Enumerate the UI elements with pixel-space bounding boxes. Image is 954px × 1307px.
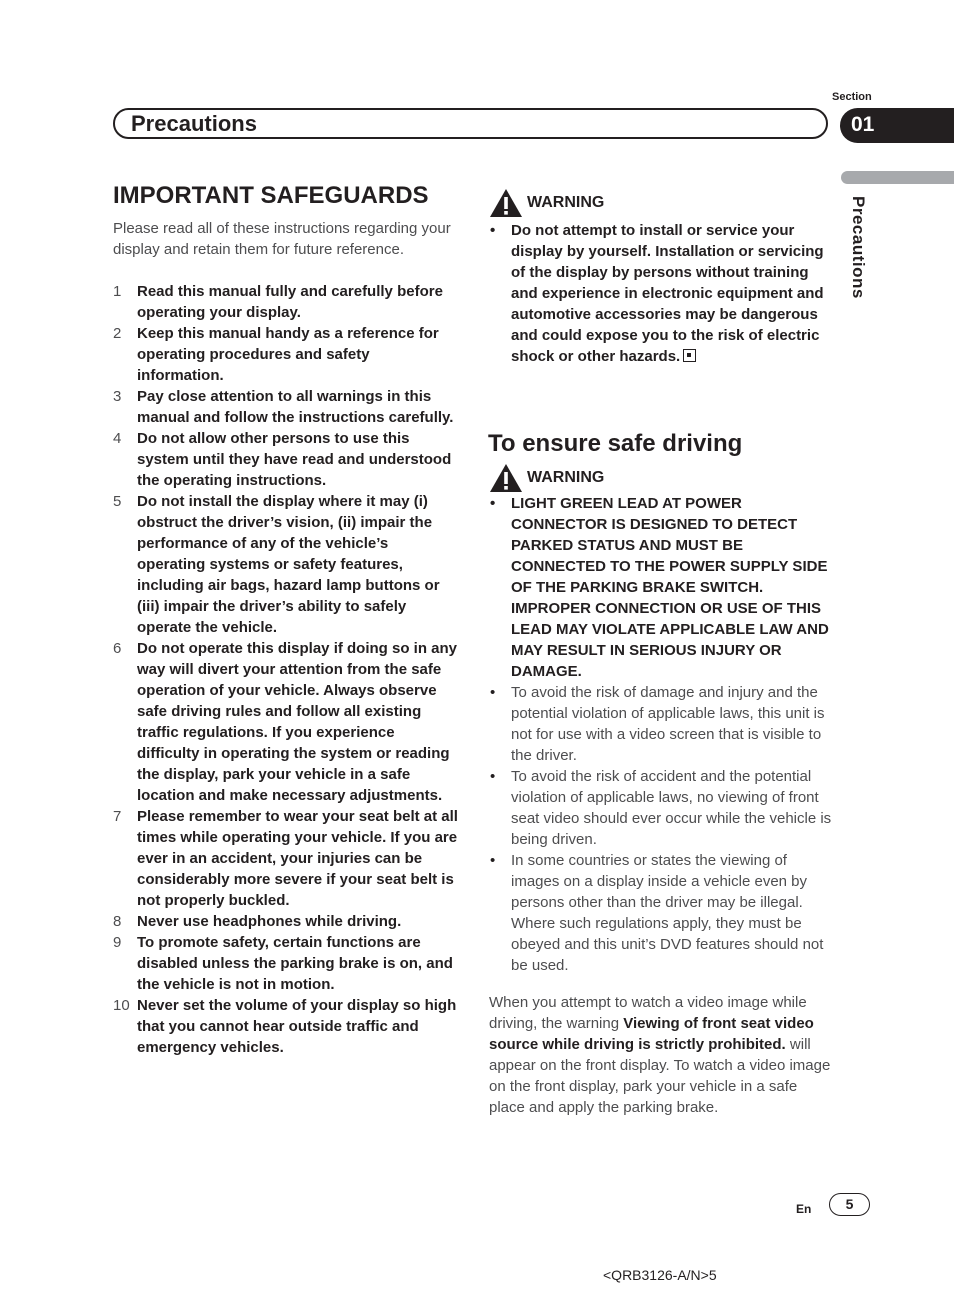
list-item-number: 3: [113, 388, 122, 405]
safety-bullets: [489, 682, 832, 976]
side-tab-bar: [841, 171, 954, 184]
list-item-number: 10: [113, 997, 130, 1014]
language-label: En: [796, 1202, 812, 1216]
warning-triangle-icon: [489, 188, 523, 218]
list-item: [113, 491, 458, 638]
document-code: <QRB3126-A/N>5: [603, 1267, 717, 1283]
list-item-number: 8: [113, 913, 122, 930]
warning-triangle-icon: [489, 463, 523, 493]
warning-header: [489, 188, 832, 218]
list-item: [113, 911, 458, 932]
safeguards-list: [113, 281, 458, 1058]
warning-bullets: [489, 493, 832, 682]
list-item-text: Never set the volume of your display so high that you cannot hear outside traffic and emergency vehicles.: [137, 997, 457, 1056]
list-item: [113, 932, 458, 995]
paragraph-text: will appear on the front display. To watch a video image on the front display, park your vehicle in a safe place and apply the parking brake.: [489, 1036, 831, 1116]
warning-block-driving: [489, 463, 832, 976]
warning-label: WARNING: [527, 194, 605, 211]
list-item-number: 1: [113, 283, 122, 300]
list-item: [113, 995, 458, 1058]
on-screen-warning-text: Viewing of front seat video source while driving is strictly prohibited.: [489, 1015, 814, 1053]
warning-label: WARNING: [527, 469, 605, 486]
list-item-text: Read this manual fully and carefully before operating your display.: [137, 283, 443, 321]
section-number: 01: [851, 113, 875, 136]
page-title: Precautions: [131, 111, 257, 136]
list-item: • In some countries or states the viewing of images on a display inside a vehicle even by persons other than the driver may be illegal. Where such regulations apply, they must be obeyed and this unit’s DVD features should not be used.: [489, 850, 832, 976]
list-item-text: Please remember to wear your seat belt at all times while operating your vehicle. If you are ever in an accident, your injuries can be considerably more severe if your seat belt is not properly buckled.: [137, 808, 458, 909]
intro-paragraph: Please read all of these instructions regarding your display and retain them for future reference.: [113, 220, 451, 258]
list-item: • To avoid the risk of damage and injury and the potential violation of applicable laws, this unit is not for use with a video screen that is visible to the driver.: [489, 682, 832, 766]
end-of-section-icon: [683, 349, 696, 362]
side-section-label: Precautions: [849, 196, 868, 299]
list-item-number: 4: [113, 430, 122, 447]
heading-important-safeguards: IMPORTANT SAFEGUARDS: [113, 182, 429, 209]
warning-bullet: • LIGHT GREEN LEAD AT POWER CONNECTOR IS DESIGNED TO DETECT PARKED STATUS AND MUST BE CONNECTED TO THE POWER SUPPLY SIDE OF THE PARKING BRAKE SWITCH. IMPROPER CONNECTION OR USE OF THIS LEAD MAY VIOLATE APPLICABLE LAW AND MAY RESULT IN SERIOUS INJURY OR DAMAGE.: [489, 493, 832, 682]
warning-header: [489, 463, 832, 493]
list-item-number: 5: [113, 493, 122, 510]
warning-bullet-text: Do not attempt to install or service your display by yourself. Installation or servicing of the display by persons without training and experience in electronic equipment and automotive accessories may be dangerous and could expose you to the risk of electric shock or other hazards.: [511, 222, 824, 365]
list-item-text: Never use headphones while driving.: [137, 913, 402, 930]
list-item: [113, 386, 458, 428]
video-warning-paragraph: [489, 992, 834, 1118]
list-item: [113, 806, 458, 911]
list-item: [113, 323, 458, 386]
warning-block-installation: [489, 188, 832, 367]
list-item: [113, 428, 458, 491]
list-item-number: 2: [113, 325, 122, 342]
list-item: [113, 638, 458, 806]
list-item-number: 9: [113, 934, 122, 951]
list-item-text: Pay close attention to all warnings in this manual and follow the instructions carefully.: [137, 388, 454, 426]
section-label: Section: [832, 91, 872, 103]
paragraph-text: When you attempt to watch a video image while driving, the warning: [489, 994, 807, 1032]
list-item-number: 6: [113, 640, 122, 657]
heading-safe-driving: To ensure safe driving: [488, 430, 743, 457]
list-item: [113, 281, 458, 323]
list-item-text: Keep this manual handy as a reference for operating procedures and safety information.: [137, 325, 439, 384]
list-item-text: Do not operate this display if doing so in any way will divert your attention from the safe operation of your vehicle. Always observe safe driving rules and follow all existing traffic regulations. If you experience difficulty in operating the system or reading the display, park your vehicle in a safe location and make necessary adjustments.: [137, 640, 458, 804]
list-item-number: 7: [113, 808, 122, 825]
list-item-text: Do not install the display where it may (i) obstruct the driver’s vision, (ii) impair the performance of any of the vehicle’s operating systems or safety features, including air bags, hazard lamp buttons or (iii) impair the driver’s ability to safely operate the vehicle.: [137, 493, 440, 636]
list-item-text: Do not allow other persons to use this system until they have read and understood the operating instructions.: [137, 430, 452, 489]
warning-bullets: [489, 220, 832, 367]
page-number: 5: [829, 1193, 870, 1216]
list-item: • To avoid the risk of accident and the potential violation of applicable laws, no viewing of front seat video should ever occur while the vehicle is being driven.: [489, 766, 832, 850]
list-item-text: To promote safety, certain functions are disabled unless the parking brake is on, and the vehicle is not in motion.: [137, 934, 453, 993]
warning-bullet: [489, 220, 832, 367]
